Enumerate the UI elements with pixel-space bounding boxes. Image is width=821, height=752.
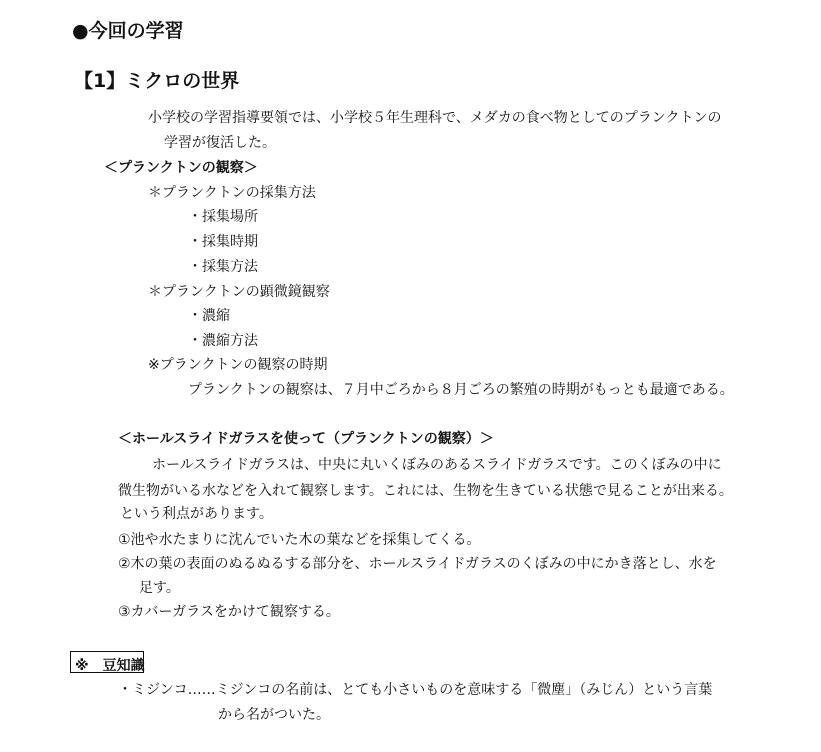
slide-step: ①池や水たまりに沈んでいた木の葉などを採集してくる。 [118,532,481,548]
trivia-label-box [70,651,144,673]
slide-line: という利点があります。 [120,506,273,522]
microscope-item: ・濃縮方法 [188,333,258,349]
collection-title: ＊プランクトンの採集方法 [148,185,316,201]
slide-step: ③カバーガラスをかけて観察する。 [118,604,340,620]
slide-title: ＜ホールスライドガラスを使って（プランクトンの観察）＞ [118,431,494,447]
trivia-label: ※ 豆知識 [75,658,145,674]
timing-text: プランクトンの観察は、７月中ごろから８月ごろの繁殖の時期がもっとも最適である。 [188,382,734,398]
collection-item: ・採集場所 [188,209,258,225]
timing-title: ※プランクトンの観察の時期 [148,357,328,373]
microscope-title: ＊プランクトンの顕微鏡観察 [148,284,330,300]
microscope-item: ・濃縮 [188,308,230,324]
intro-line: 学習が復活した。 [164,135,276,151]
slide-line: ホールスライドガラスは、中央に丸いくぼみのあるスライドガラスです。このくぼみの中に [152,457,722,473]
intro-line: 小学校の学習指導要領では、小学校５年生理科で、メダカの食べ物としてのプランクトンの [148,110,722,126]
collection-item: ・採集方法 [188,259,258,275]
slide-line: 微生物がいる水などを入れて観察します。これには、生物を生きている状態で見ることが出来る。 [118,483,733,499]
slide-step: ②木の葉の表面のぬるぬるする部分を、ホールスライドガラスのくぼみの中にかき落とし、水を [118,556,717,572]
trivia-line: ・ミジンコ……ミジンコの名前は、とても小さいものを意味する「微塵」（みじん）という言葉 [118,682,713,698]
section-title: 【1】ミクロの世界 [74,70,240,92]
slide-step: 足す。 [139,580,180,596]
page-heading: ●今回の学習 [72,20,184,42]
collection-item: ・採集時期 [188,234,258,250]
observation-title: ＜プランクトンの観察＞ [104,160,258,176]
trivia-line: から名がついた。 [218,707,330,723]
